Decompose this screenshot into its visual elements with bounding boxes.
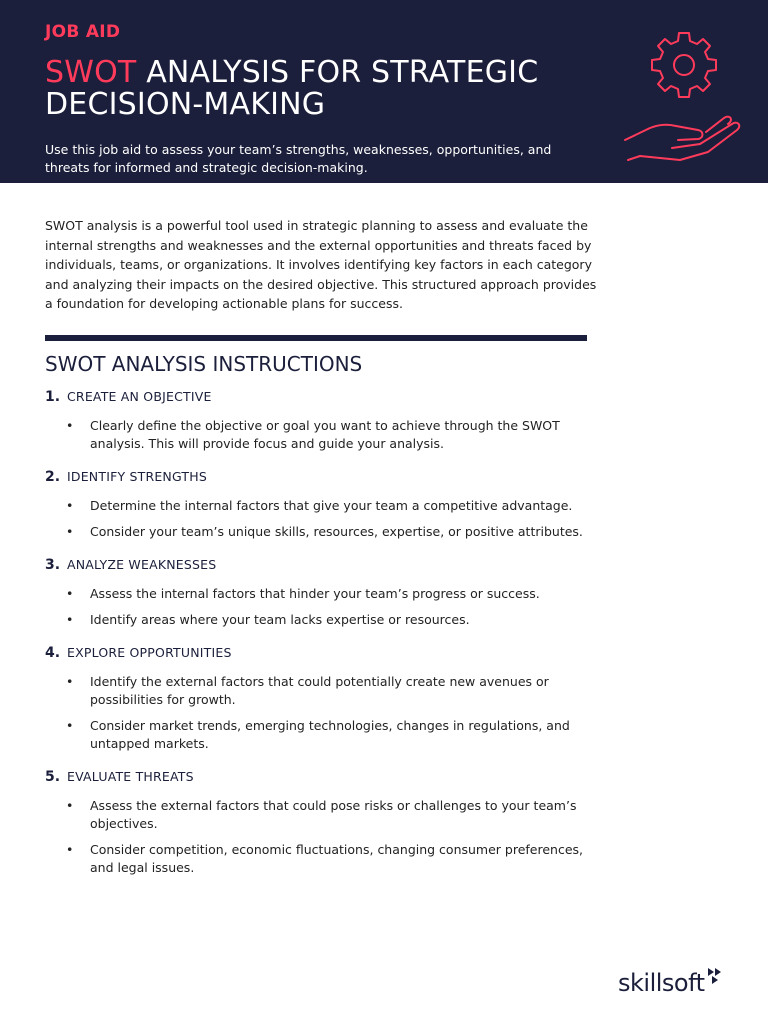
list-item: • Determine the internal factors that give your team a competitive advantage. xyxy=(45,497,605,515)
step-number: 4. xyxy=(45,645,61,661)
step-label: EXPLORE OPPORTUNITIES xyxy=(67,645,232,660)
intro-paragraph: SWOT analysis is a powerful tool used in strategic planning to assess and evaluate the internal strengths and weaknesses and the external opportunities and threats faced by individuals, teams, or organizations. It involves identifying key factors in each category and analyzing their impacts on the desired objective. This structured approach provides a foundation for developing actionable plans for success. xyxy=(45,218,597,311)
list-item: • Consider your team’s unique skills, resources, expertise, or positive attributes. xyxy=(45,523,605,541)
section-title: SWOT ANALYSIS INSTRUCTIONS xyxy=(45,352,363,376)
skillsoft-chevrons-icon xyxy=(706,967,724,985)
list-item: • Consider competition, economic fluctuations, changing consumer preferences, and legal issues. xyxy=(45,841,605,877)
list-item: • Assess the internal factors that hinder your team’s progress or success. xyxy=(45,585,605,603)
step-number: 2. xyxy=(45,469,61,485)
step-number: 3. xyxy=(45,557,61,573)
title-accent: SWOT xyxy=(45,55,137,90)
step-number: 5. xyxy=(45,769,61,785)
step-label: ANALYZE WEAKNESSES xyxy=(67,557,217,572)
header-banner xyxy=(0,0,768,183)
page-title xyxy=(45,57,625,121)
list-item: • Identify the external factors that could potentially create new avenues or possibilities for growth. xyxy=(45,673,605,709)
skillsoft-logo xyxy=(618,965,738,1001)
step-5 xyxy=(45,769,605,877)
page-subtitle: Use this job aid to assess your team’s strengths, weaknesses, opportunities, and threats for informed and strategic decision-making. xyxy=(45,142,552,175)
steps-list xyxy=(45,389,605,893)
step-3 xyxy=(45,557,605,629)
list-item: • Identify areas where your team lacks expertise or resources. xyxy=(45,611,605,629)
title-rest: ANALYSIS FOR STRATEGIC DECISION-MAKING xyxy=(45,55,539,122)
job-aid-label: JOB AID xyxy=(45,22,121,42)
step-4 xyxy=(45,645,605,753)
list-item: • Clearly define the objective or goal you want to achieve through the SWOT analysis. This will provide focus and guide your analysis. xyxy=(45,417,605,453)
step-label: CREATE AN OBJECTIVE xyxy=(67,389,212,404)
step-1 xyxy=(45,389,605,453)
hand-gear-icon xyxy=(620,28,745,163)
section-divider xyxy=(45,335,587,341)
list-item: • Assess the external factors that could pose risks or challenges to your team’s objectives. xyxy=(45,797,605,833)
step-label: IDENTIFY STRENGTHS xyxy=(67,469,207,484)
list-item: • Consider market trends, emerging technologies, changes in regulations, and untapped markets. xyxy=(45,717,605,753)
step-2 xyxy=(45,469,605,541)
step-number: 1. xyxy=(45,389,61,405)
logo-text: skillsoft xyxy=(618,969,705,997)
step-label: EVALUATE THREATS xyxy=(67,769,194,784)
